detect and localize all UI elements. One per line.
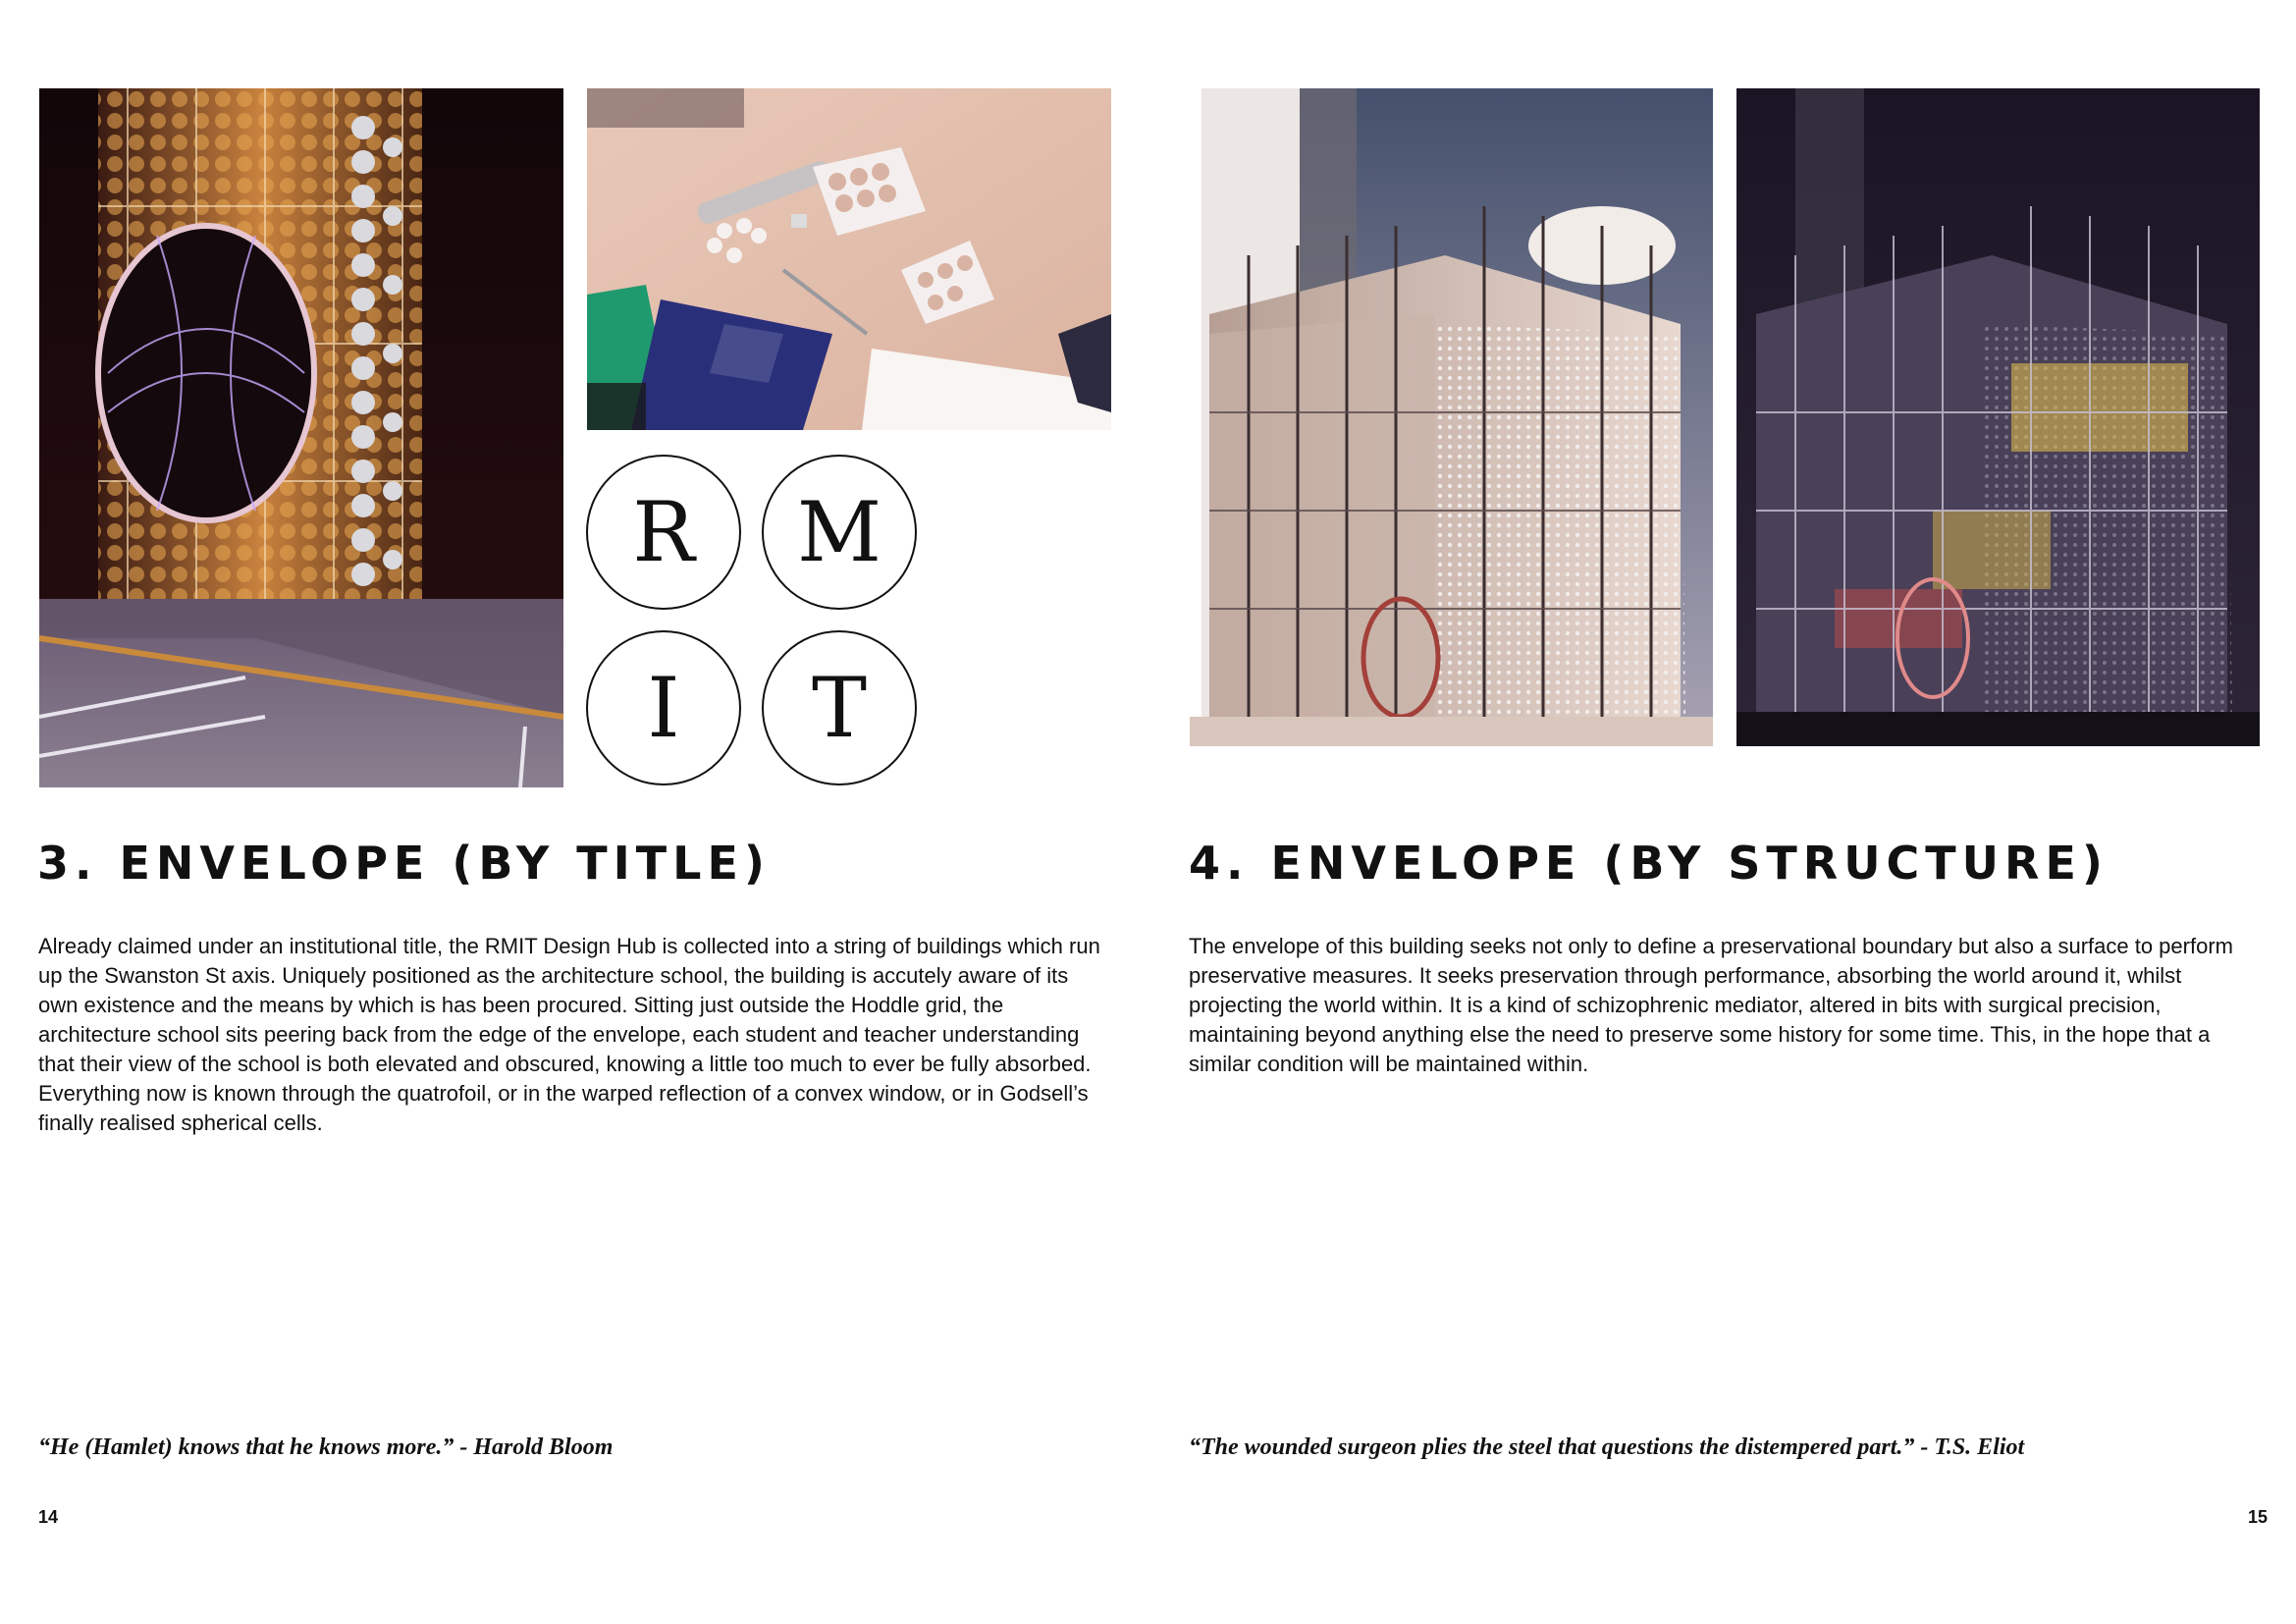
rmit-letter-i-circle: I [586,630,741,785]
desk-materials-photo-image [587,88,1111,430]
right-body-paragraph: The envelope of this building seeks not only to define a preservational boundary but also a surface to perform preservative measures. It seeks preservation through performance, absorbing the world around it, whilst projecting the world within. It is a kind of schizophrenic mediator, altered in bits with surgical precision, maintaining beyond anything else the need to preserve some history for some time. This, in the hope that a similar condition will be maintained within. [1189,934,2233,1076]
rmit-letter-m-circle: M [762,455,917,610]
rmit-letter-t-circle: T [762,630,917,785]
day-structure-render-image [1190,88,1713,746]
left-quote: “He (Hamlet) knows that he knows more.” - Harold Bloom [38,1435,614,1460]
rmit-letter-r-circle: R [586,455,741,610]
right-page-number: 15 [2248,1507,2269,1527]
right-quote: “The wounded surgeon plies the steel that questions the distempered part.” - T.S. Eliot [1189,1435,2025,1460]
left-page-number: 14 [38,1507,59,1527]
night-facade-render-image [39,88,563,787]
night-structure-render-image [1736,88,2260,746]
right-section-heading: 4. ENVELOPE (BY STRUCTURE) [1189,837,2109,890]
left-body-paragraph: Already claimed under an institutional title, the RMIT Design Hub is collected into a string of buildings which run up the Swanston St axis. Uniquely positioned as the architecture school, the building is accutely aware of its own existence and the means by which is has been procured. Sitting just outside the Hoddle grid, the architecture school sits peering back from the edge of the envelope, each student and teacher understanding that their view of the school is both elevated and obscured, knowing a little too much to ever be fully absorbed. Everything now is known through the quatrofoil, or in the warped reflection of a convex window, or in Godsell’s finally realised spherical cells. [38,934,1100,1135]
left-section-heading: 3. ENVELOPE (BY TITLE) [37,837,771,890]
